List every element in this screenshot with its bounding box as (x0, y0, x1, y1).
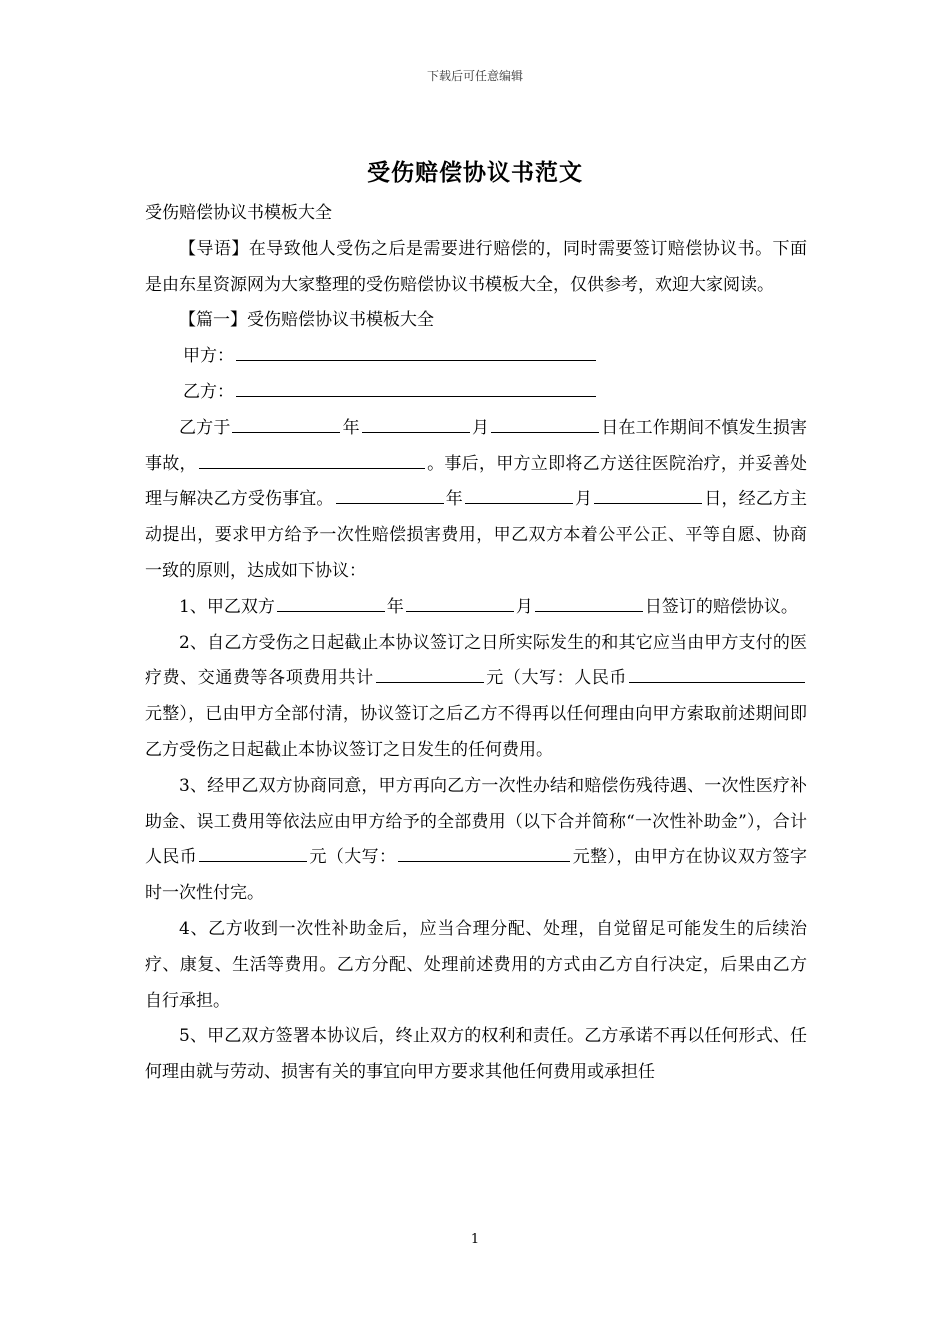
text-segment: 日，经乙方主动提出，要求甲方给予一次性赔偿损害费用，甲乙双方本着公平公正、平等自愿、协商一致的原则，达成如下协议： (145, 489, 808, 581)
text-segment: 年 (386, 596, 404, 617)
month-blank[interactable] (465, 486, 573, 505)
party-a-line (145, 339, 807, 375)
clause-2 (145, 626, 807, 769)
text-segment: 。事后，甲方立即将乙方送往医院治疗，并妥善处理与解决乙方受伤事宜。 (145, 453, 808, 510)
text-segment: 年 (342, 417, 360, 438)
page-number: 1 (470, 1232, 480, 1247)
accident-detail-blank[interactable] (199, 450, 425, 469)
text-segment: 元整），由甲方在协议双方签字时一次性付完。 (145, 847, 808, 904)
text-segment: 月 (515, 596, 533, 617)
amount-blank[interactable] (199, 844, 307, 863)
amount-blank[interactable] (376, 665, 484, 684)
text-segment: 年 (445, 489, 463, 510)
text-segment: 元整），已由甲方全部付清，协议签订之后乙方不得再以任何理由向甲方索取前述期间即乙方受伤之日起截止本协议签订之日发生的任何费用。 (145, 704, 807, 760)
text-segment: 元（大写：人民币 (485, 668, 628, 689)
party-a-blank[interactable] (236, 342, 596, 361)
day-blank[interactable] (491, 414, 599, 433)
text-segment: 3、经甲乙双方协商同意，甲方再向乙方一次性办结和赔偿伤残待遇、一次性医疗补助金、误工费用等依法应由甲方给予的全部费用（以下合并简称“一次性补助金”），合计人民币 (145, 775, 807, 868)
text-segment: 日在工作期间不慎发生损害事故， (145, 417, 808, 474)
intro-paragraph: 【导语】在导致他人受伤之后是需要进行赔偿的，同时需要签订赔偿协议书。下面是由东星资源网为大家整理的受伤赔偿协议书模板大全，仅供参考，欢迎大家阅读。 (145, 238, 807, 295)
year-blank[interactable] (336, 486, 444, 505)
text-segment: 月 (574, 489, 593, 510)
party-b-line (145, 375, 807, 411)
party-b-label: 乙方： (183, 381, 234, 402)
text-segment: 乙方于 (179, 417, 231, 438)
clause-1 (145, 590, 807, 626)
text-segment: 2、自乙方受伤之日起截止本协议签订之日所实际发生的和其它应当由甲方支付的医疗费、交通费等各项费用共计 (145, 632, 807, 689)
text-segment: 1、甲乙双方 (179, 596, 275, 617)
amount-in-words-blank[interactable] (398, 844, 570, 863)
party-a-label: 甲方： (183, 346, 234, 367)
party-b-blank[interactable] (236, 378, 596, 397)
month-blank[interactable] (406, 593, 514, 612)
subtitle: 受伤赔偿协议书模板大全 (145, 203, 332, 223)
text-segment: 日签订的赔偿协议。 (644, 596, 798, 617)
clause-3 (145, 769, 807, 912)
amount-in-words-blank[interactable] (629, 665, 805, 684)
text-segment: 月 (471, 417, 490, 438)
year-blank[interactable] (232, 414, 340, 433)
section-heading: 【篇一】受伤赔偿协议书模板大全 (179, 310, 434, 331)
document-body (145, 196, 807, 1091)
paragraph-accident (145, 411, 807, 590)
clause-4: 4、乙方收到一次性补助金后，应当合理分配、处理，自觉留足可能发生的后续治疗、康复、生活等费用。乙方分配、处理前述费用的方式由乙方自行决定，后果由乙方自行承担。 (145, 918, 807, 1011)
clause-5: 5、甲乙双方签署本协议后，终止双方的权利和责任。乙方承诺不再以任何形式、任何理由就与劳动、损害有关的事宜向甲方要求其他任何费用或承担任 (145, 1026, 807, 1083)
document-title: 受伤赔偿协议书范文 (367, 159, 583, 186)
month-blank[interactable] (362, 414, 470, 433)
day-blank[interactable] (535, 593, 643, 612)
day-blank[interactable] (594, 486, 702, 505)
year-blank[interactable] (277, 593, 385, 612)
header-note: 下载后可任意编辑 (426, 69, 523, 83)
text-segment: 元（大写： (309, 847, 397, 868)
